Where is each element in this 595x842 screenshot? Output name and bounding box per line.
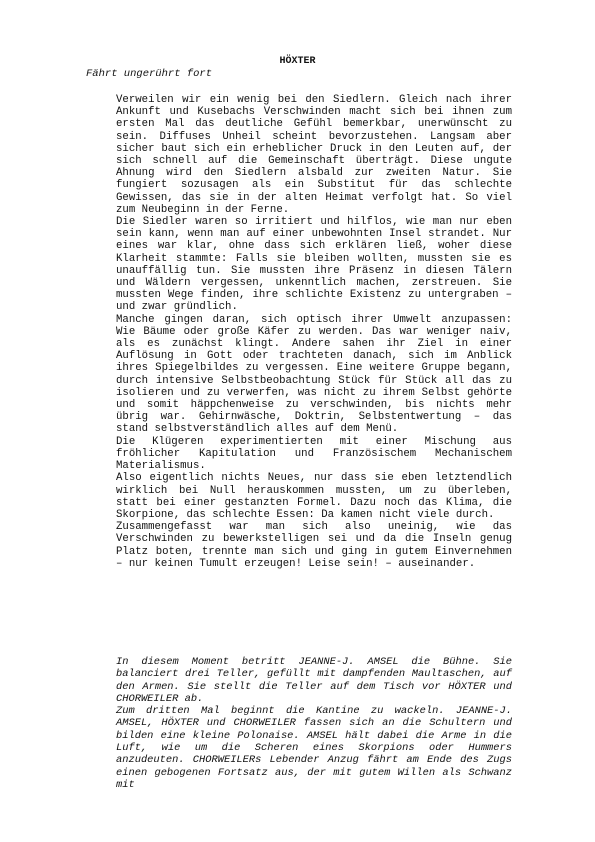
stage-paragraph: In diesem Moment betritt JEANNE-J. AMSEL die Bühne. Sie balanciert drei Teller, gefüllt mit dampfenden Maultaschen, auf den Armen. Sie stellt die Teller auf dem Tisch vor HÖXTER und CHORWEILER ab. (116, 656, 512, 705)
speech-paragraph: Verweilen wir ein wenig bei den Siedlern. Gleich nach ihrer Ankunft und Kusebachs Verschwinden macht sich bei ihnen zum ersten Mal das deutliche Gefühl bemerkbar, unerwünscht zu sein. Diffuses Unheil scheint bevorzustehen. Langsam aber sicher baut sich ein erheblicher Druck in den Leuten auf, der sich schnell auf die Gemeinschaft überträgt. Diese ungute Ahnung wird den Siedlern alsbald zur zweiten Natur. Sie fungiert sozusagen als ein Substitut für das schlechte Gewissen, das sie in der alten Heimat verfolgt hat. So viel zum Neubeginn in der Ferne. (116, 94, 512, 216)
speaker-name: HÖXTER (279, 56, 316, 67)
speech-paragraph: Die Klügeren experimentierten mit einer Mischung aus fröhlicher Kapitulation und Französischem Mechanischem Materialismus. (116, 435, 512, 473)
stage-direction-intro: Fährt ungerührt fort (86, 68, 213, 80)
monologue (116, 94, 512, 570)
speech-paragraph: Die Siedler waren so irritiert und hilflos, wie man nur eben sein kann, wenn man auf einer unbewohnten Insel strandet. Nur eines war klar, ohne dass sich erklären ließ, woher diese Klarheit stammte: Falls sie bleiben wollten, mussten sie es unauffällig tun. Sie mussten ihre Präsenz in diesen Tälern und Wäldern vergessen, unkenntlich machen, zerstreuen. Sie mussten Wege finden, ihre schlichte Existenz zu untergraben – und zwar gründlich. (116, 216, 512, 314)
speech-paragraph: Manche gingen daran, sich optisch ihrer Umwelt anzupassen: Wie Bäume oder große Käfer zu werden. Das war weniger naiv, als es zunächst klingt. Andere sahen ihr Ziel in einer Auflösung in Gott oder trachteten danach, sich im Anblick ihres Spiegelbildes zu vergessen. Eine weitere Gruppe begann, durch intensive Selbstbeobachtung Stück für Stück all das zu isolieren und zu verwerfen, was nicht zu ihrem Selbst gehörte und somit häppchenweise zu verschwinden, bis nichts mehr übrig war. Gehirnwäsche, Doktrin, Selbstentwertung – das stand selbstverständlich alles auf dem Menü. (116, 313, 512, 436)
speech-paragraph: Zusammengefasst war man sich also uneinig, wie das Verschwinden zu bewerkstelligen sei und da die Inseln genug Platz boten, trennte man sich und ging in gutem Einvernehmen – nur keinen Tumult erzeugen! Leise sein! – auseinander. (116, 521, 512, 570)
stage-directions (116, 656, 512, 791)
speech-paragraph: Also eigentlich nichts Neues, nur dass sie eben letztendlich wirklich bei Null herauskommen mussten, um zu überleben, statt bei einer gestanzten Formel. Dazu noch das Klima, die Skorpione, das schlechte Essen: Da kamen nicht viele durch. (116, 472, 512, 521)
stage-paragraph: Zum dritten Mal beginnt die Kantine zu wackeln. JEANNE-J. AMSEL, HÖXTER und CHORWEILER fassen sich an die Schultern und bilden eine kleine Polonaise. AMSEL hält dabei die Arme in die Luft, wie um die Scheren eines Skorpions oder Hummers anzudeuten. CHORWEILERs Lebender Anzug fährt am Ende des Zugs einen gebogenen Fortsatz aus, der mit gutem Willen als Schwanz mit (116, 705, 512, 791)
